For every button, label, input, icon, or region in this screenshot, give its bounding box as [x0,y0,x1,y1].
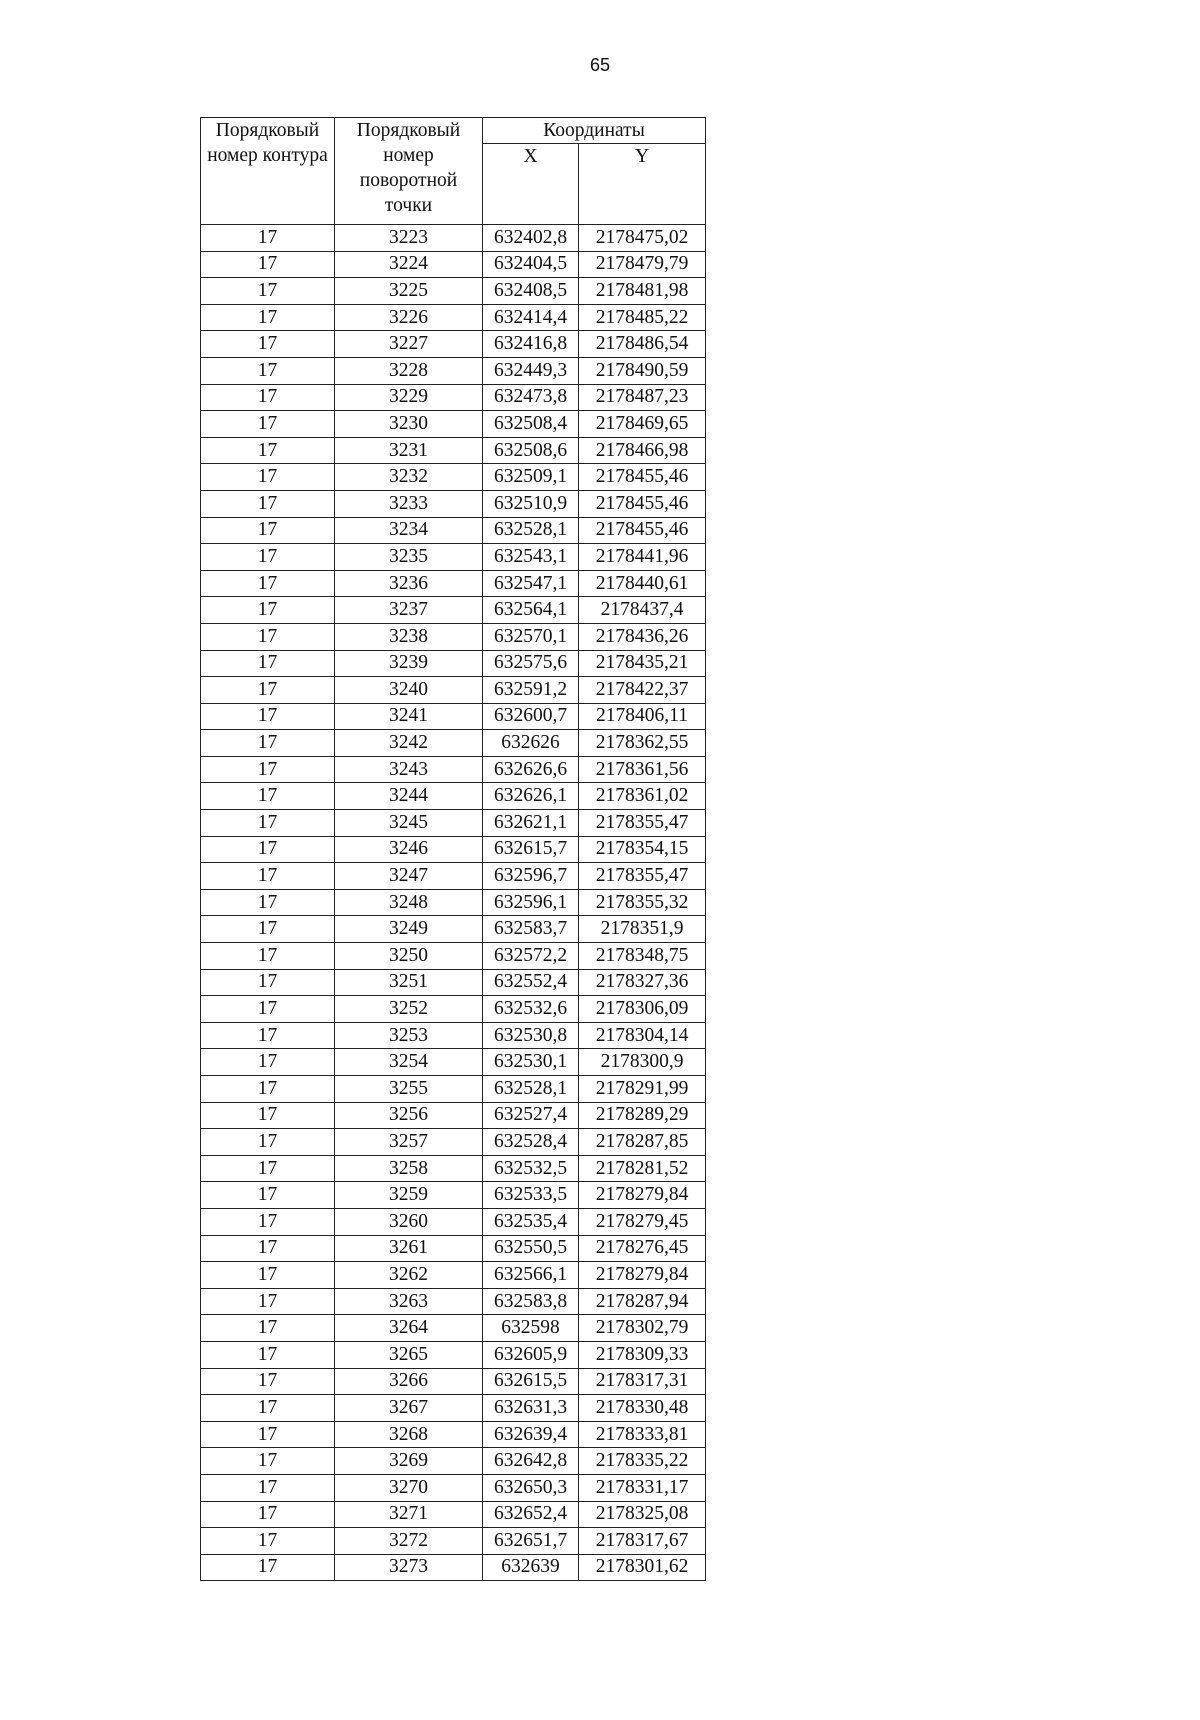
cell-contour-number: 17 [201,1049,335,1076]
cell-y: 2178466,98 [579,437,706,464]
table-row [201,703,706,730]
cell-contour-number: 17 [201,1208,335,1235]
cell-point-number: 3223 [335,225,483,252]
table-row [201,623,706,650]
table-row [201,1474,706,1501]
cell-y: 2178440,61 [579,570,706,597]
cell-point-number: 3226 [335,304,483,331]
cell-point-number: 3248 [335,889,483,916]
cell-x: 632642,8 [483,1448,579,1475]
table-row [201,1262,706,1289]
cell-x: 632533,5 [483,1182,579,1209]
cell-contour-number: 17 [201,1262,335,1289]
cell-x: 632600,7 [483,703,579,730]
cell-contour-number: 17 [201,304,335,331]
cell-x: 632473,8 [483,384,579,411]
table-row [201,464,706,491]
cell-x: 632615,5 [483,1368,579,1395]
table-row [201,1049,706,1076]
cell-point-number: 3234 [335,517,483,544]
cell-x: 632528,1 [483,1076,579,1103]
table-row [201,650,706,677]
cell-y: 2178276,45 [579,1235,706,1262]
table-row [201,331,706,358]
table-row [201,810,706,837]
cell-x: 632547,1 [483,570,579,597]
cell-x: 632626 [483,730,579,757]
cell-point-number: 3267 [335,1395,483,1422]
cell-point-number: 3270 [335,1474,483,1501]
cell-y: 2178355,47 [579,810,706,837]
cell-y: 2178348,75 [579,943,706,970]
cell-contour-number: 17 [201,464,335,491]
cell-contour-number: 17 [201,623,335,650]
cell-contour-number: 17 [201,1528,335,1555]
table-row [201,1368,706,1395]
cell-x: 632508,6 [483,437,579,464]
cell-y: 2178317,31 [579,1368,706,1395]
table-row [201,304,706,331]
table-row [201,1208,706,1235]
cell-x: 632596,7 [483,863,579,890]
cell-point-number: 3236 [335,570,483,597]
cell-x: 632532,6 [483,996,579,1023]
cell-y: 2178485,22 [579,304,706,331]
cell-contour-number: 17 [201,1474,335,1501]
cell-y: 2178422,37 [579,677,706,704]
table-row [201,1448,706,1475]
cell-contour-number: 17 [201,357,335,384]
cell-contour-number: 17 [201,331,335,358]
table-row [201,490,706,517]
cell-y: 2178306,09 [579,996,706,1023]
cell-contour-number: 17 [201,1076,335,1103]
page-number [0,55,1200,76]
cell-contour-number: 17 [201,1501,335,1528]
cell-x: 632508,4 [483,411,579,438]
cell-y: 2178327,36 [579,969,706,996]
table-row [201,1421,706,1448]
cell-y: 2178469,65 [579,411,706,438]
table-row [201,996,706,1023]
cell-x: 632596,1 [483,889,579,916]
cell-contour-number: 17 [201,570,335,597]
header-point-number: Порядковый номер поворотной точки [335,118,483,225]
header-y: Y [579,144,706,225]
cell-x: 632652,4 [483,1501,579,1528]
cell-x: 632615,7 [483,836,579,863]
cell-x: 632564,1 [483,597,579,624]
cell-contour-number: 17 [201,730,335,757]
cell-point-number: 3246 [335,836,483,863]
cell-y: 2178330,48 [579,1395,706,1422]
cell-point-number: 3243 [335,756,483,783]
cell-x: 632530,1 [483,1049,579,1076]
cell-y: 2178361,02 [579,783,706,810]
cell-y: 2178475,02 [579,225,706,252]
cell-x: 632626,1 [483,783,579,810]
cell-x: 632535,4 [483,1208,579,1235]
cell-x: 632639,4 [483,1421,579,1448]
cell-point-number: 3231 [335,437,483,464]
cell-point-number: 3233 [335,490,483,517]
cell-x: 632552,4 [483,969,579,996]
cell-point-number: 3242 [335,730,483,757]
cell-y: 2178490,59 [579,357,706,384]
cell-x: 632626,6 [483,756,579,783]
table-row [201,943,706,970]
cell-x: 632509,1 [483,464,579,491]
table-row [201,730,706,757]
cell-contour-number: 17 [201,650,335,677]
cell-x: 632639 [483,1554,579,1581]
cell-point-number: 3225 [335,278,483,305]
cell-point-number: 3271 [335,1501,483,1528]
cell-x: 632621,1 [483,810,579,837]
cell-y: 2178287,94 [579,1288,706,1315]
cell-x: 632402,8 [483,225,579,252]
cell-x: 632449,3 [483,357,579,384]
table-row [201,836,706,863]
cell-point-number: 3261 [335,1235,483,1262]
cell-point-number: 3255 [335,1076,483,1103]
cell-point-number: 3250 [335,943,483,970]
cell-contour-number: 17 [201,251,335,278]
cell-y: 2178361,56 [579,756,706,783]
table-row [201,437,706,464]
cell-contour-number: 17 [201,1341,335,1368]
cell-point-number: 3251 [335,969,483,996]
cell-y: 2178437,4 [579,597,706,624]
cell-x: 632570,1 [483,623,579,650]
header-x: X [483,144,579,225]
cell-point-number: 3260 [335,1208,483,1235]
cell-point-number: 3266 [335,1368,483,1395]
header-coordinates: Координаты [483,118,706,144]
cell-point-number: 3257 [335,1129,483,1156]
cell-x: 632528,1 [483,517,579,544]
page-number-text: 65 [589,55,611,75]
table-row [201,1022,706,1049]
cell-contour-number: 17 [201,278,335,305]
cell-x: 632414,4 [483,304,579,331]
cell-point-number: 3263 [335,1288,483,1315]
cell-contour-number: 17 [201,943,335,970]
cell-y: 2178486,54 [579,331,706,358]
cell-point-number: 3262 [335,1262,483,1289]
cell-contour-number: 17 [201,756,335,783]
table-row [201,251,706,278]
cell-y: 2178325,08 [579,1501,706,1528]
cell-x: 632416,8 [483,331,579,358]
table-row [201,756,706,783]
cell-y: 2178354,15 [579,836,706,863]
cell-point-number: 3230 [335,411,483,438]
cell-x: 632650,3 [483,1474,579,1501]
cell-point-number: 3259 [335,1182,483,1209]
table-row [201,677,706,704]
cell-point-number: 3264 [335,1315,483,1342]
cell-x: 632528,4 [483,1129,579,1156]
cell-point-number: 3238 [335,623,483,650]
cell-contour-number: 17 [201,1421,335,1448]
cell-x: 632527,4 [483,1102,579,1129]
table-row [201,225,706,252]
cell-x: 632532,5 [483,1155,579,1182]
table-row [201,1182,706,1209]
cell-contour-number: 17 [201,1368,335,1395]
cell-x: 632550,5 [483,1235,579,1262]
table-row [201,916,706,943]
cell-y: 2178455,46 [579,490,706,517]
cell-point-number: 3240 [335,677,483,704]
table-row [201,1076,706,1103]
cell-point-number: 3239 [335,650,483,677]
cell-point-number: 3241 [335,703,483,730]
table-row [201,1102,706,1129]
cell-y: 2178479,79 [579,251,706,278]
cell-point-number: 3237 [335,597,483,624]
table-row [201,1528,706,1555]
cell-y: 2178287,85 [579,1129,706,1156]
cell-y: 2178455,46 [579,517,706,544]
cell-contour-number: 17 [201,384,335,411]
table-row [201,1395,706,1422]
cell-x: 632575,6 [483,650,579,677]
cell-x: 632651,7 [483,1528,579,1555]
cell-point-number: 3265 [335,1341,483,1368]
cell-point-number: 3249 [335,916,483,943]
table-row [201,1554,706,1581]
cell-contour-number: 17 [201,225,335,252]
table-row [201,1341,706,1368]
cell-contour-number: 17 [201,783,335,810]
cell-point-number: 3224 [335,251,483,278]
cell-contour-number: 17 [201,437,335,464]
cell-point-number: 3253 [335,1022,483,1049]
cell-contour-number: 17 [201,1155,335,1182]
cell-contour-number: 17 [201,916,335,943]
table-row [201,278,706,305]
cell-y: 2178279,45 [579,1208,706,1235]
table-row [201,384,706,411]
cell-x: 632583,8 [483,1288,579,1315]
cell-y: 2178441,96 [579,544,706,571]
cell-y: 2178487,23 [579,384,706,411]
table-row [201,1235,706,1262]
cell-x: 632530,8 [483,1022,579,1049]
cell-contour-number: 17 [201,1315,335,1342]
cell-y: 2178436,26 [579,623,706,650]
cell-contour-number: 17 [201,969,335,996]
header-contour-number: Порядковый номер контура [201,118,335,225]
cell-contour-number: 17 [201,411,335,438]
cell-contour-number: 17 [201,597,335,624]
cell-contour-number: 17 [201,544,335,571]
cell-y: 2178317,67 [579,1528,706,1555]
cell-contour-number: 17 [201,1102,335,1129]
cell-point-number: 3252 [335,996,483,1023]
table-row [201,863,706,890]
cell-y: 2178351,9 [579,916,706,943]
table-row [201,1288,706,1315]
cell-y: 2178291,99 [579,1076,706,1103]
table-row [201,783,706,810]
cell-contour-number: 17 [201,677,335,704]
table-row [201,357,706,384]
cell-contour-number: 17 [201,1395,335,1422]
cell-y: 2178331,17 [579,1474,706,1501]
cell-y: 2178279,84 [579,1262,706,1289]
cell-contour-number: 17 [201,1554,335,1581]
cell-x: 632404,5 [483,251,579,278]
cell-point-number: 3273 [335,1554,483,1581]
cell-point-number: 3232 [335,464,483,491]
table-row [201,889,706,916]
table-row [201,1155,706,1182]
table-row [201,1315,706,1342]
coordinates-table [200,117,706,1581]
cell-contour-number: 17 [201,1235,335,1262]
cell-point-number: 3228 [335,357,483,384]
table-row [201,1129,706,1156]
table-row [201,1501,706,1528]
cell-point-number: 3227 [335,331,483,358]
table-row [201,411,706,438]
cell-contour-number: 17 [201,1129,335,1156]
cell-x: 632566,1 [483,1262,579,1289]
cell-x: 632591,2 [483,677,579,704]
cell-y: 2178333,81 [579,1421,706,1448]
cell-y: 2178406,11 [579,703,706,730]
cell-contour-number: 17 [201,1022,335,1049]
table-row [201,517,706,544]
cell-y: 2178301,62 [579,1554,706,1581]
cell-contour-number: 17 [201,1448,335,1475]
table-row [201,597,706,624]
cell-x: 632631,3 [483,1395,579,1422]
cell-point-number: 3272 [335,1528,483,1555]
cell-y: 2178304,14 [579,1022,706,1049]
table-row [201,969,706,996]
cell-y: 2178335,22 [579,1448,706,1475]
cell-y: 2178362,55 [579,730,706,757]
cell-x: 632408,5 [483,278,579,305]
cell-point-number: 3254 [335,1049,483,1076]
cell-point-number: 3245 [335,810,483,837]
table-row [201,570,706,597]
cell-point-number: 3258 [335,1155,483,1182]
cell-point-number: 3244 [335,783,483,810]
cell-point-number: 3256 [335,1102,483,1129]
cell-y: 2178279,84 [579,1182,706,1209]
cell-x: 632583,7 [483,916,579,943]
cell-y: 2178300,9 [579,1049,706,1076]
cell-contour-number: 17 [201,863,335,890]
cell-x: 632605,9 [483,1341,579,1368]
cell-contour-number: 17 [201,1182,335,1209]
cell-x: 632598 [483,1315,579,1342]
cell-x: 632543,1 [483,544,579,571]
cell-y: 2178355,47 [579,863,706,890]
cell-contour-number: 17 [201,810,335,837]
cell-point-number: 3247 [335,863,483,890]
table-row [201,544,706,571]
cell-point-number: 3235 [335,544,483,571]
cell-y: 2178302,79 [579,1315,706,1342]
cell-y: 2178481,98 [579,278,706,305]
cell-point-number: 3268 [335,1421,483,1448]
cell-contour-number: 17 [201,889,335,916]
cell-y: 2178435,21 [579,650,706,677]
cell-y: 2178281,52 [579,1155,706,1182]
cell-contour-number: 17 [201,517,335,544]
cell-contour-number: 17 [201,1288,335,1315]
cell-y: 2178309,33 [579,1341,706,1368]
cell-contour-number: 17 [201,490,335,517]
cell-point-number: 3269 [335,1448,483,1475]
cell-y: 2178355,32 [579,889,706,916]
cell-point-number: 3229 [335,384,483,411]
cell-contour-number: 17 [201,996,335,1023]
cell-y: 2178289,29 [579,1102,706,1129]
table-body [201,225,706,1581]
cell-contour-number: 17 [201,703,335,730]
cell-y: 2178455,46 [579,464,706,491]
cell-x: 632510,9 [483,490,579,517]
cell-x: 632572,2 [483,943,579,970]
cell-contour-number: 17 [201,836,335,863]
